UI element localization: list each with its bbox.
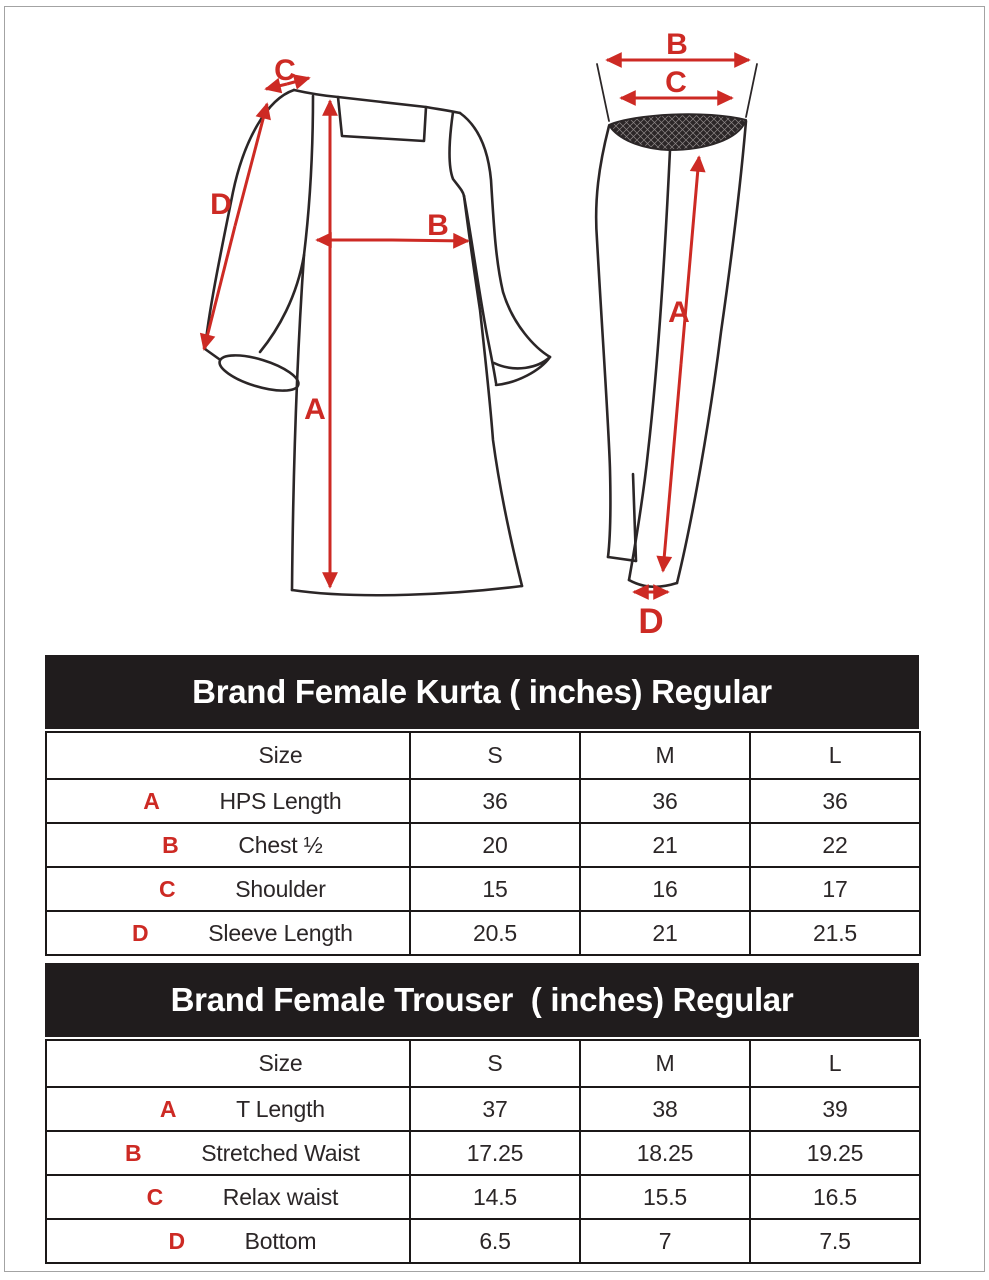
kurta-right-armhole <box>450 112 464 196</box>
trouser-back-leg-outer <box>596 126 610 557</box>
trouser-label-b: B <box>666 28 688 61</box>
size-header-cell <box>46 1040 410 1087</box>
value-cell: 17.25 <box>410 1131 580 1175</box>
trouser-label-d: D <box>638 602 664 641</box>
value-cell: 17 <box>750 867 920 911</box>
table-row <box>46 867 920 911</box>
row-label: Stretched Waist <box>201 1139 360 1166</box>
value-cell: 36 <box>410 779 580 823</box>
row-key: A <box>143 787 160 814</box>
value-cell: 16.5 <box>750 1175 920 1219</box>
kurta-right-sleeve-outer <box>460 113 550 357</box>
trouser-right-bracket-line <box>746 64 757 117</box>
row-label-cell <box>46 1131 410 1175</box>
trouser-left-bracket-line <box>597 64 609 121</box>
kurta-right-sleeve-inner <box>464 196 496 383</box>
kurta-header-row <box>46 732 920 779</box>
row-key: A <box>159 1095 177 1122</box>
value-cell: 38 <box>580 1087 750 1131</box>
row-label-cell <box>46 779 410 823</box>
value-cell: 36 <box>750 779 920 823</box>
value-cell: 18.25 <box>580 1131 750 1175</box>
arrow-labels <box>210 28 690 641</box>
trouser-size-table <box>45 963 919 1264</box>
table-row <box>46 823 920 867</box>
value-cell: 16 <box>580 867 750 911</box>
kurta-right-cuff <box>494 357 550 385</box>
row-label-cell <box>46 823 410 867</box>
kurta-table-title: Brand Female Kurta ( inches) Regular <box>192 673 772 710</box>
value-cell: 19.25 <box>750 1131 920 1175</box>
table-row <box>46 1219 920 1263</box>
value-cell: 21 <box>580 911 750 955</box>
column-header-m: M <box>580 732 750 779</box>
kurta-measurements-table <box>45 731 921 956</box>
value-cell: 20 <box>410 823 580 867</box>
kurta-size-table <box>45 655 919 956</box>
kurta-table-title-bar <box>45 655 919 729</box>
size-header-label: Size <box>258 1050 303 1076</box>
trouser-table-title: Brand Female Trouser ( inches) Regular <box>170 981 794 1018</box>
trouser-waistband <box>609 114 746 150</box>
kurta-left-sleeve-outer <box>205 90 294 359</box>
row-label: Chest ½ <box>238 831 323 858</box>
kurta-label-a: A <box>304 393 326 426</box>
table-row <box>46 1175 920 1219</box>
trouser-front-leg-hem <box>629 580 677 587</box>
value-cell: 14.5 <box>410 1175 580 1219</box>
trouser-measurements-table <box>45 1039 921 1264</box>
row-key: C <box>146 1183 163 1210</box>
table-row <box>46 1087 920 1131</box>
kurta-shoulder-line <box>294 90 460 113</box>
value-cell: 15.5 <box>580 1175 750 1219</box>
trouser-header-row <box>46 1040 920 1087</box>
row-label-cell <box>46 1087 410 1131</box>
kurta-neckline <box>338 97 426 141</box>
value-cell: 6.5 <box>410 1219 580 1263</box>
value-cell: 7 <box>580 1219 750 1263</box>
trouser-table-title-bar <box>45 963 919 1037</box>
kurta-left-sleeve-inner <box>260 255 304 352</box>
row-key: D <box>168 1227 185 1254</box>
row-label: Shoulder <box>235 875 326 902</box>
kurta-arrow-d <box>204 104 267 349</box>
row-key: C <box>159 875 176 902</box>
value-cell: 36 <box>580 779 750 823</box>
table-row <box>46 779 920 823</box>
table-row <box>46 911 920 955</box>
row-label-cell <box>46 1219 410 1263</box>
row-label: Bottom <box>244 1227 317 1254</box>
row-label-cell <box>46 911 410 955</box>
value-cell: 39 <box>750 1087 920 1131</box>
table-row <box>46 1131 920 1175</box>
row-label: Relax waist <box>222 1183 339 1210</box>
column-header-s: S <box>410 732 580 779</box>
value-cell: 21.5 <box>750 911 920 955</box>
row-key: B <box>162 831 179 858</box>
kurta-label-c: C <box>274 54 296 87</box>
column-header-s: S <box>410 1040 580 1087</box>
row-label-cell <box>46 867 410 911</box>
value-cell: 37 <box>410 1087 580 1131</box>
value-cell: 22 <box>750 823 920 867</box>
row-label: HPS Length <box>219 787 342 814</box>
row-key: B <box>125 1139 142 1166</box>
kurta-label-d: D <box>210 188 232 221</box>
kurta-left-body-seam <box>292 96 313 590</box>
row-label: T Length <box>236 1095 325 1122</box>
kurta-hem <box>292 586 522 595</box>
column-header-l: L <box>750 732 920 779</box>
column-header-l: L <box>750 1040 920 1087</box>
row-label-cell <box>46 1175 410 1219</box>
kurta-label-b: B <box>427 209 449 242</box>
column-header-m: M <box>580 1040 750 1087</box>
value-cell: 15 <box>410 867 580 911</box>
value-cell: 7.5 <box>750 1219 920 1263</box>
kurta-drawing <box>205 90 550 595</box>
value-cell: 21 <box>580 823 750 867</box>
size-header-cell <box>46 732 410 779</box>
row-label: Sleeve Length <box>208 919 353 946</box>
trouser-front-leg-right <box>677 121 746 583</box>
trouser-label-a: A <box>668 296 690 329</box>
trouser-label-c: C <box>665 66 687 99</box>
value-cell: 20.5 <box>410 911 580 955</box>
kurta-left-cuff <box>216 348 302 398</box>
row-key: D <box>132 919 149 946</box>
size-header-label: Size <box>258 742 303 768</box>
